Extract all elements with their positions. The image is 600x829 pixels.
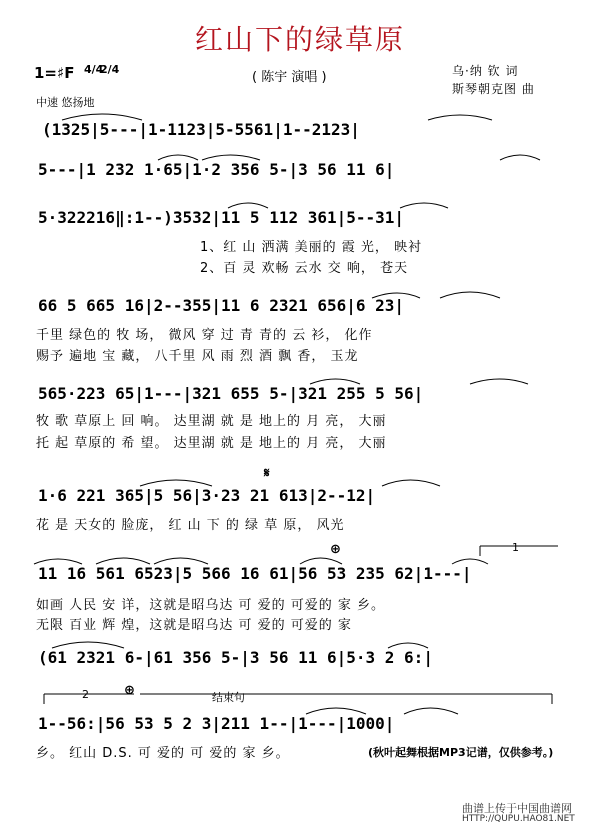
volta-2-number: 2 bbox=[82, 688, 89, 701]
song-title: 红山下的绿草原 bbox=[194, 23, 405, 56]
source-credit: 曲谱上传于中国曲谱网 bbox=[462, 802, 572, 815]
ending-label: 结束句 bbox=[212, 691, 245, 704]
slur bbox=[202, 155, 260, 160]
lyric-row-5-verse-2: 托 起 草原的 希 望。 达里湖 就 是 地上的 月 亮， 大丽 bbox=[36, 436, 387, 451]
slur bbox=[500, 155, 540, 160]
slur bbox=[400, 203, 448, 208]
singer-credit: ( 陈宇 演唱 ) bbox=[252, 70, 327, 85]
lyric-row-3-verse-1: 1、红 山 洒满 美丽的 霞 光， 映衬 bbox=[200, 240, 423, 255]
notation-row-7: 11 16 561 6523|5 566 16 61|56 53 235 62|1---| bbox=[38, 564, 472, 583]
notation-row-9: 1--56:|56 53 5 2 3|211 1--|1---|1000| bbox=[38, 714, 395, 733]
slur bbox=[310, 379, 360, 384]
volta-1-number: 1 bbox=[512, 541, 519, 554]
time-signature-4-4: 4/4 bbox=[84, 63, 104, 76]
slur bbox=[372, 293, 420, 298]
slur bbox=[440, 292, 500, 298]
notation-row-5: 565·223 65|1---|321 655 5-|321 255 5 56| bbox=[38, 384, 424, 403]
notation-row-8: (61 2321 6-|61 356 5-|3 56 11 6|5·3 2 6:| bbox=[38, 648, 433, 667]
slur bbox=[154, 558, 208, 564]
lyric-row-3-verse-2: 2、百 灵 欢畅 云水 交 响， 苍天 bbox=[200, 261, 409, 276]
source-url: HTTP://QUPU.HAO81.NET bbox=[462, 814, 575, 824]
key-signature: 1=♯F bbox=[34, 64, 75, 82]
notation-row-6: 1·6 221 365|5 56|3·23 21 613|2--12| bbox=[38, 486, 376, 505]
lyric-row-4-verse-1: 千里 绿色的 牧 场， 微风 穿 过 青 青的 云 衫， 化作 bbox=[36, 328, 373, 343]
tempo-marking: 中速 悠扬地 bbox=[36, 96, 95, 109]
notation-row-3: 5·322216‖:1--)3532|11 5 112 361|5--31| bbox=[38, 208, 405, 227]
transcription-note: (秋叶起舞根据MP3记谱，仅供参考。) bbox=[368, 746, 554, 759]
segno-sign: 𝄋 bbox=[264, 466, 270, 481]
slur bbox=[140, 480, 212, 486]
slur bbox=[228, 203, 268, 208]
slur bbox=[34, 559, 82, 564]
lyricist-credit: 乌·纳 钦 词 bbox=[452, 64, 519, 78]
coda-sign: ⊕ bbox=[330, 542, 341, 557]
time-signature-2-4: 2/4 bbox=[100, 63, 120, 76]
notation-row-1: (1325|5---|1-1123|5-5561|1--2123| bbox=[42, 120, 360, 139]
slur bbox=[300, 558, 342, 564]
slur bbox=[452, 559, 488, 564]
lyric-row-5-verse-1: 牧 歌 草原上 回 响。 达里湖 就 是 地上的 月 亮， 大丽 bbox=[36, 414, 387, 429]
slur bbox=[306, 708, 366, 714]
slur bbox=[428, 115, 492, 120]
slur bbox=[388, 643, 428, 648]
slur bbox=[52, 642, 124, 648]
lyric-row-9: 乡。 红山 D.S. 可 爱的 可 爱的 家 乡。 bbox=[36, 746, 290, 761]
coda-sign-2: ⊕ bbox=[124, 683, 135, 698]
slur bbox=[382, 480, 440, 486]
slur bbox=[158, 155, 198, 160]
lyric-row-6: 花 是 天女的 脸庞， 红 山 下 的 绿 草 原， 风光 bbox=[36, 518, 345, 533]
lyric-row-4-verse-2: 赐予 遍地 宝 藏， 八千里 风 雨 烈 酒 飘 香， 玉龙 bbox=[36, 349, 359, 364]
slur bbox=[96, 558, 150, 564]
lyric-row-7-verse-2: 无限 百业 辉 煌，这就是昭乌达 可 爱的 可爱的 家 bbox=[36, 618, 352, 633]
slur bbox=[62, 114, 142, 120]
notation-row-2: 5---|1 232 1·65|1·2 356 5-|3 56 11 6| bbox=[38, 160, 395, 179]
lyric-row-7-verse-1: 如画 人民 安 详，这就是昭乌达 可 爱的 可爱的 家 乡。 bbox=[36, 598, 386, 613]
notation-row-4: 66 5 665 16|2--355|11 6 2321 656|6 23| bbox=[38, 296, 405, 315]
composer-credit: 斯琴朝克图 曲 bbox=[452, 82, 535, 96]
slur bbox=[404, 708, 458, 714]
slur bbox=[470, 379, 528, 384]
